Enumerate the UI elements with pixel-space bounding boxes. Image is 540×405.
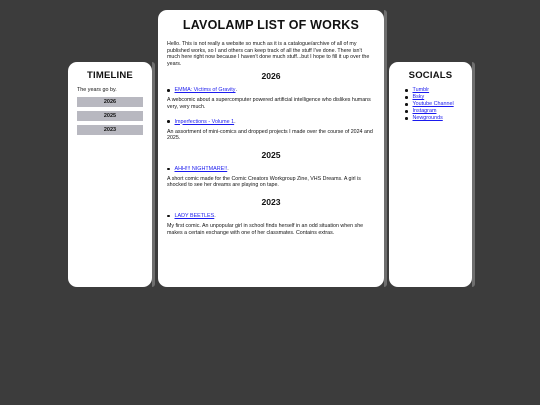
social-links-list <box>399 87 462 122</box>
work-description: A webcomic about a supercomputer powered artificial intelligence who dislikes humans very, very much. <box>167 97 371 110</box>
work-item <box>167 119 375 125</box>
social-link-tumblr[interactable]: Tumblr <box>412 87 430 93</box>
year-heading-2026: 2026 <box>261 71 281 82</box>
punctuation: . <box>234 118 236 125</box>
work-item <box>167 213 375 219</box>
work-title[interactable]: LADY BEETLES <box>174 212 215 219</box>
work-item <box>167 166 375 172</box>
work-link-emma[interactable] <box>175 87 236 93</box>
bullet-icon <box>167 120 170 123</box>
work-link-ahh-nightmare[interactable] <box>175 166 228 172</box>
punctuation: . <box>227 165 229 172</box>
socials-panel <box>389 62 472 287</box>
year-heading-2023: 2023 <box>261 196 281 207</box>
bullet-icon <box>167 168 170 171</box>
intro-text: Hello. This is not really a website so much as it is a catalogue/archive of all of my published works, so I and others can keep track of all the stuff I've done. There isn't much here right now because I haven't done much stuff...but I hope to fill it up over the years. <box>167 41 370 67</box>
bullet-icon <box>405 89 408 92</box>
list-item <box>405 115 462 122</box>
works-panel <box>158 10 384 287</box>
work-description: My first comic. An unpopular girl in school finds herself in an odd situation when she makes a certain exchange with one of her classmates. Contains extras. <box>167 222 364 236</box>
social-link-youtube[interactable]: Youtube Channel <box>412 101 454 107</box>
social-link-bsky[interactable]: Bsky <box>412 94 425 100</box>
punctuation: . <box>235 87 238 94</box>
timeline-year-2026-button[interactable]: 2026 <box>77 97 143 107</box>
work-link-lady-beetles[interactable] <box>175 213 215 219</box>
work-link-imperfections[interactable] <box>175 119 235 125</box>
list-item <box>405 94 462 101</box>
bullet-icon <box>405 103 408 106</box>
punctuation: . <box>214 212 216 219</box>
social-link-newgrounds[interactable]: Newgrounds <box>412 115 443 121</box>
year-heading-2025: 2025 <box>261 149 281 160</box>
work-title[interactable]: Imperfections - Volume 1 <box>174 118 235 125</box>
work-description: An assortment of mini-comics and dropped projects I made over the course of 2024 and 2025. <box>167 128 373 142</box>
socials-title: SOCIALS <box>408 70 453 81</box>
bullet-icon <box>405 110 408 113</box>
list-item <box>405 87 462 94</box>
page-title: LAVOLAMP LIST OF WORKS <box>182 18 360 32</box>
timeline-year-2023-button[interactable]: 2023 <box>77 125 143 135</box>
bullet-icon <box>167 215 170 218</box>
bullet-icon <box>405 96 408 99</box>
work-title[interactable]: AHH!!! NIGHTMARE!! <box>174 165 228 172</box>
list-item <box>405 101 462 108</box>
timeline-year-2025-button[interactable]: 2025 <box>77 111 143 121</box>
work-description: A short comic made for the Comic Creators Workgroup Zine, VHS Dreams. A girl is shocked to see her dreams are playing on tape. <box>167 175 361 189</box>
timeline-title: TIMELINE <box>87 70 133 81</box>
bullet-icon <box>405 117 408 120</box>
social-link-instagram[interactable]: Instagram <box>412 108 437 114</box>
timeline-description: The years go by. <box>77 87 117 93</box>
list-item <box>405 108 462 115</box>
work-title[interactable]: EMMA: Victims of Gravity <box>174 87 236 94</box>
bullet-icon <box>167 89 170 92</box>
work-item <box>167 87 375 93</box>
timeline-panel <box>68 62 152 287</box>
